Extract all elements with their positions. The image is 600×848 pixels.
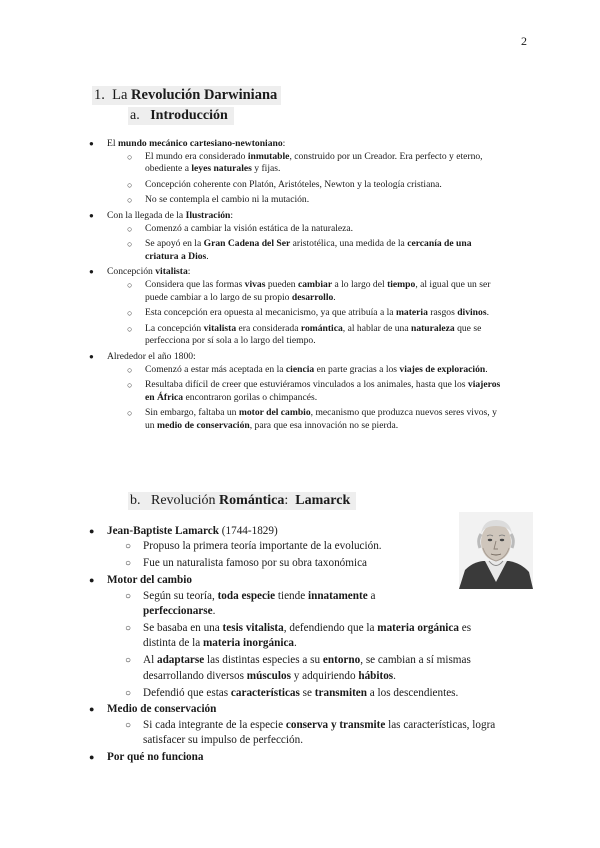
list-item: ○ Concepción coherente con Platón, Aristóteles, Newton y la teología cristiana.: [127, 178, 442, 190]
bullet-icon: ●: [89, 210, 94, 220]
list-item: ○ Propuso la primera teoría importante de la evolución.: [143, 539, 505, 554]
list-item: ○ El mundo era considerado inmutable, construido por un Creador. Era perfecto y eterno, obediente a leyes naturales y fijas.: [127, 150, 483, 175]
circle-bullet-icon: ○: [125, 558, 132, 570]
circle-bullet-icon: ○: [125, 719, 132, 731]
list-item: ○ Comenzó a cambiar la visión estática de la naturaleza.: [127, 222, 354, 234]
circle-bullet-icon: ○: [127, 364, 133, 375]
list-item: ● Concepción vitalista: ○ Considera que las formas vivas pueden cambiar a lo largo del tiempo, al igual que un ser puede cambiar a lo largo de su propio desarrollo. ○ Esta concepción era opuesta al mecanicismo, ya que atribuía a la materia rasgos divinos. ○ La concepción vitalista era considerada romántica, al hablar de una naturaleza que se perfecciona por sí sola a lo largo del tiempo.: [0, 266, 600, 348]
list-item: ○ Resultaba difícil de creer que estuviéramos vinculados a los animales, hasta que los viajeros en África encontraron gorilas o chimpancés.: [127, 379, 501, 403]
heading-introduccion: a. Introducción: [128, 107, 234, 125]
list-item: ○ La concepción vitalista era considerada romántica, al hablar de una naturaleza que se perfecciona por sí sola a lo largo del tiempo.: [127, 322, 482, 347]
circle-bullet-icon: ○: [127, 308, 133, 319]
circle-bullet-icon: ○: [125, 655, 132, 667]
circle-bullet-icon: ○: [127, 179, 133, 190]
circle-bullet-icon: ○: [127, 408, 133, 419]
list-item: ○ Comenzó a estar más aceptada en la ciencia en parte gracias a los viajes de exploración.: [127, 363, 488, 375]
circle-bullet-icon: ○: [127, 279, 133, 290]
list-item: ○ Según su teoría, toda especie tiende innatamente a perfeccionarse.: [125, 589, 376, 618]
section-lamarck: [0, 524, 600, 767]
circle-bullet-icon: ○: [127, 223, 133, 234]
circle-bullet-icon: ○: [127, 151, 133, 162]
list-item: ● Jean-Baptiste Lamarck (1744-1829) ○ Propuso la primera teoría importante de la evolución. ○ Fue un naturalista famoso por su obra taxonómica: [0, 524, 600, 572]
list-item: ○ Si cada integrante de la especie conserva y transmite las características, logra satisfacer su impulso de perfección.: [125, 718, 496, 747]
list-item: ● Con la llegada de la Ilustración: ○ Comenzó a cambiar la visión estática de la naturaleza. ○ Se apoyó en la Gran Cadena del Ser aristotélica, una medida de la cercanía de una criatura a Dios.: [0, 210, 600, 263]
bullet-icon: ●: [89, 575, 95, 586]
list-item: ○ No se contempla el cambio ni la mutación.: [127, 194, 310, 206]
section-introduccion: [0, 138, 600, 435]
circle-bullet-icon: ○: [125, 622, 132, 634]
list-item: ○ Se basaba en una tesis vitalista, defendiendo que la materia orgánica es distinta de la materia inorgánica.: [125, 621, 472, 650]
bullet-icon: ●: [89, 267, 94, 277]
list-item: ○ Esta concepción era opuesta al mecanicismo, ya que atribuía a la materia rasgos divinos.: [127, 307, 489, 319]
bullet-icon: ●: [89, 526, 95, 536]
list-item: ● Motor del cambio ○ Según su teoría, toda especie tiende innatamente a perfeccionarse. ○ Se basaba en una tesis vitalista, defendiendo que la materia orgánica es distinta de la materia inorgánica. ○ Al adaptarse las distintas especies a su entorno, se cambian a sí mismas desarrollando diversos músculos y adquiriendo hábitos. ○ Defendió que estas características se transmiten a los descendientes.: [0, 573, 600, 701]
bullet-icon: ●: [89, 704, 95, 715]
circle-bullet-icon: ○: [127, 380, 133, 391]
circle-bullet-icon: ○: [125, 687, 132, 699]
list-item: ○ Defendió que estas características se transmiten a los descendientes.: [143, 686, 505, 701]
circle-bullet-icon: ○: [125, 590, 132, 602]
bullet-icon: ●: [89, 752, 95, 763]
list-item: ● Medio de conservación ○ Si cada integrante de la especie conserva y transmite las características, logra satisfacer su impulso de perfección.: [0, 702, 600, 748]
list-item: ○ Sin embargo, faltaba un motor del cambio, mecanismo que produzca nuevos seres vivos, y un medio de conservación, para que esa innovación no se pierda.: [127, 407, 497, 431]
circle-bullet-icon: ○: [127, 323, 133, 334]
circle-bullet-icon: ○: [127, 195, 133, 206]
list-item: ○ Al adaptarse las distintas especies a su entorno, se cambian a sí mismas desarrollando diversos músculos y adquiriendo hábitos.: [125, 654, 471, 682]
list-item: ○ Fue un naturalista famoso por su obra taxonómica: [143, 556, 505, 571]
heading-revolucion-romantica: b. Revolución Romántica: Lamarck: [128, 492, 356, 510]
list-item: ● Por qué no funciona: [0, 750, 600, 765]
bullet-icon: ●: [89, 351, 94, 361]
list-item: ○ Considera que las formas vivas pueden cambiar a lo largo del tiempo, al igual que un ser puede cambiar a lo largo de su propio desarrollo.: [127, 278, 491, 303]
heading-revolucion-darwiniana: 1. La Revolución Darwiniana: [92, 86, 281, 105]
page-number: 2: [521, 34, 527, 48]
circle-bullet-icon: ○: [127, 239, 133, 250]
circle-bullet-icon: ○: [125, 541, 132, 553]
list-item: ● El mundo mecánico cartesiano-newtoniano: ○ El mundo era considerado inmutable, construido por un Creador. Era perfecto y eterno, obediente a leyes naturales y fijas. ○ Concepción coherente con Platón, Aristóteles, Newton y la teología cristiana. ○ No se contempla el cambio ni la mutación.: [0, 138, 600, 207]
list-item: ● Alrededor el año 1800: ○ Comenzó a estar más aceptada en la ciencia en parte gracias a los viajes de exploración. ○ Resultaba difícil de creer que estuviéramos vinculados a los animales, hasta que los viajeros en África encontraron gorilas o chimpancés. ○ Sin embargo, faltaba un motor del cambio, mecanismo que produzca nuevos seres vivos, y un medio de conservación, para que esa innovación no se pierda.: [0, 351, 600, 433]
bullet-icon: ●: [89, 139, 94, 148]
list-item: ○ Se apoyó en la Gran Cadena del Ser aristotélica, una medida de la cercanía de una criatura a Dios.: [127, 238, 472, 262]
